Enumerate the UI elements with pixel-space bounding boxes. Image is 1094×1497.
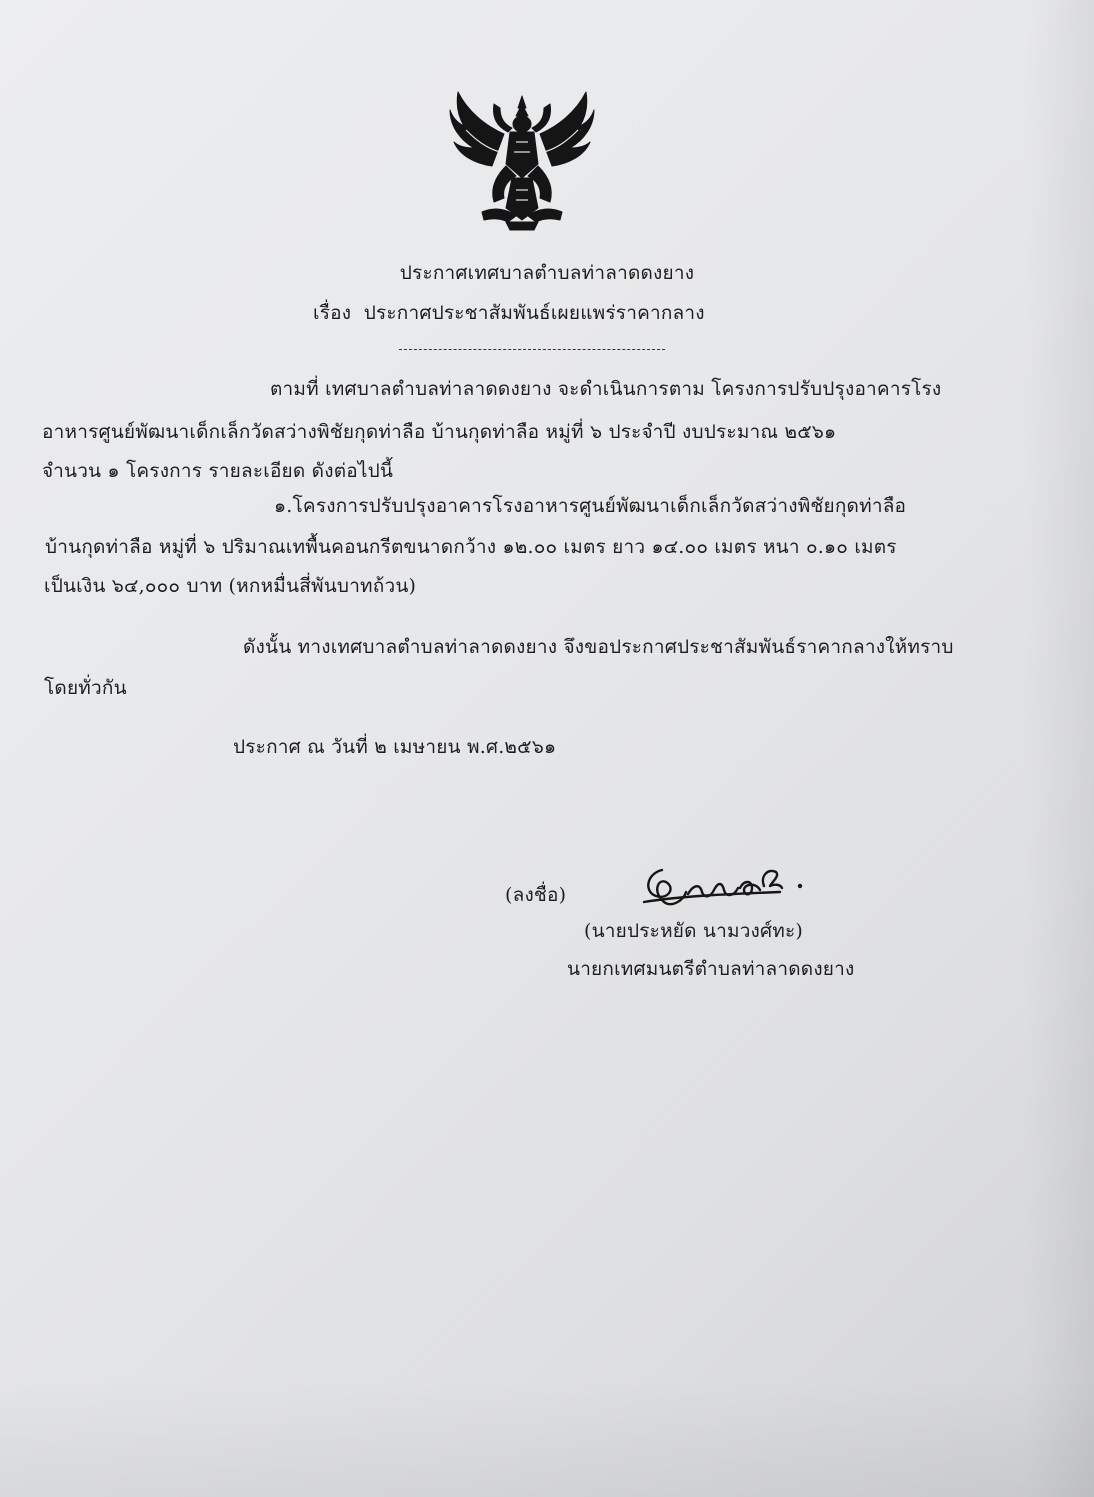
item-line-3: เป็นเงิน ๖๔,๐๐๐ บาท (หกหมื่นสี่พันบาทถ้วน)	[44, 575, 417, 597]
conclusion-line-2: โดยทั่วกัน	[44, 677, 127, 699]
subject-line	[313, 298, 705, 328]
paper-shadow-bottom	[0, 1377, 1094, 1497]
signatory-position: นายกเทศมนตรีตำบลท่าลาดดงยาง	[567, 958, 855, 980]
intro-line-3: จำนวน ๑ โครงการ รายละเอียด ดังต่อไปนี้	[42, 460, 394, 482]
conclusion-line-1: ดังนั้น ทางเทศบาลตำบลท่าลาดดงยาง จึงขอประกาศประชาสัมพันธ์ราคากลางให้ทราบ	[243, 636, 954, 658]
subject-label: เรื่อง	[313, 302, 352, 324]
document-title: ประกาศเทศบาลตำบลท่าลาดดงยาง	[399, 262, 695, 284]
sign-label: (ลงชื่อ)	[505, 884, 567, 906]
intro-line-2: อาหารศูนย์พัฒนาเด็กเล็กวัดสว่างพิชัยกุดท่าลือ บ้านกุดท่าลือ หมู่ที่ ๖ ประจำปี งบประมาณ ๒๕๖๑	[42, 421, 837, 443]
garuda-emblem-icon	[446, 86, 598, 234]
title-divider	[399, 349, 665, 350]
intro-line-1: ตามที่ เทศบาลตำบลท่าลาดดงยาง จะดำเนินการตาม โครงการปรับปรุงอาคารโรง	[270, 378, 942, 400]
item-line-1: ๑.โครงการปรับปรุงอาคารโรงอาหารศูนย์พัฒนาเด็กเล็กวัดสว่างพิชัยกุดท่าลือ	[274, 495, 907, 517]
paper-shadow	[1024, 0, 1094, 1497]
signatory-name: (นายประหยัด นามวงศ์ทะ)	[584, 920, 804, 942]
item-line-2: บ้านกุดท่าลือ หมู่ที่ ๖ ปริมาณเทพื้นคอนกรีตขนาดกว้าง ๑๒.๐๐ เมตร ยาว ๑๔.๐๐ เมตร หนา ๐.๑๐ เมตร	[45, 536, 897, 558]
subject-text: ประกาศประชาสัมพันธ์เผยแพร่ราคากลาง	[363, 302, 705, 324]
handwritten-signature	[640, 862, 815, 914]
announcement-date: ประกาศ ณ วันที่ ๒ เมษายน พ.ศ.๒๕๖๑	[233, 736, 557, 758]
